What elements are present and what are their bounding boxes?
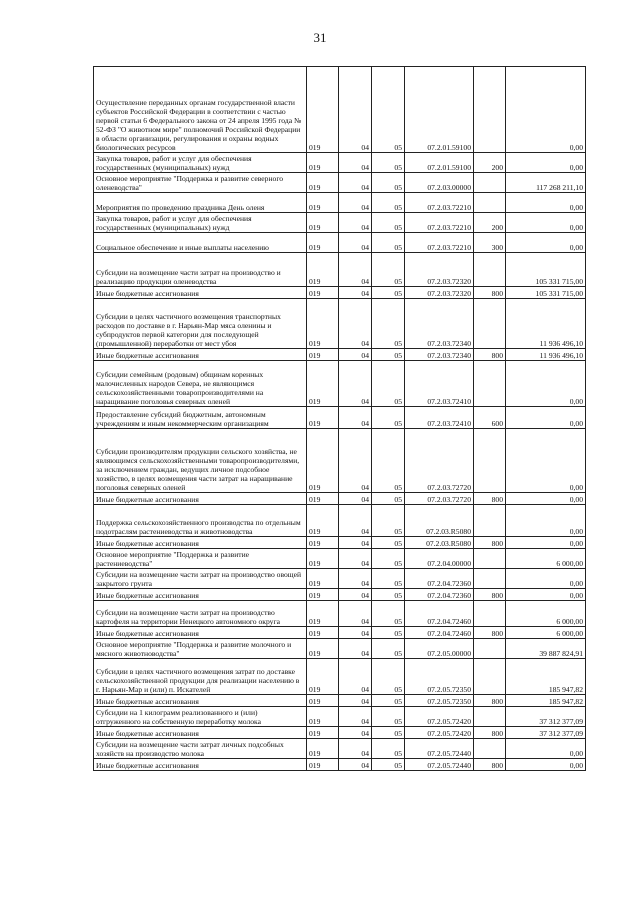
table-row — [94, 589, 586, 601]
row-name-cell: Субсидии на 1 килограмм реализованного и (или) отгруженного на собственную переработку молока — [94, 707, 307, 727]
row-target-article-cell: 07.2.03.72720 — [405, 493, 474, 505]
row-admin-code-cell: 019 — [307, 759, 339, 771]
row-section-cell: 04 — [339, 695, 372, 707]
row-admin-code-cell: 019 — [307, 67, 339, 153]
row-admin-code-cell: 019 — [307, 493, 339, 505]
row-expense-type-cell — [474, 639, 506, 659]
row-subsection-cell: 05 — [372, 589, 405, 601]
row-name-cell: Иные бюджетные ассигнования — [94, 695, 307, 707]
table-row — [94, 193, 586, 213]
row-section-cell: 04 — [339, 173, 372, 193]
table-row — [94, 505, 586, 537]
row-section-cell: 04 — [339, 193, 372, 213]
row-expense-type-cell — [474, 601, 506, 627]
row-target-article-cell: 07.2.03.72720 — [405, 429, 474, 493]
row-subsection-cell: 05 — [372, 639, 405, 659]
row-target-article-cell: 07.2.03.72410 — [405, 361, 474, 407]
row-section-cell: 04 — [339, 67, 372, 153]
row-target-article-cell: 07.2.03.72410 — [405, 407, 474, 429]
row-amount-cell: 6 000,00 — [506, 601, 586, 627]
row-subsection-cell: 05 — [372, 429, 405, 493]
row-section-cell: 04 — [339, 759, 372, 771]
row-target-article-cell: 07.2.01.59100 — [405, 153, 474, 173]
row-section-cell: 04 — [339, 537, 372, 549]
row-name-cell: Субсидии в целях частичного возмещения транспортных расходов по доставке в г. Нарьян-Мар мяса оленины и субпродуктов первой категории для последующей (промышленной) переработки от мест убоя — [94, 299, 307, 349]
row-name-cell: Основное мероприятие "Поддержка и развитие растениеводства" — [94, 549, 307, 569]
row-amount-cell: 37 312 377,09 — [506, 707, 586, 727]
table-row — [94, 213, 586, 233]
table-row — [94, 233, 586, 253]
row-target-article-cell: 07.2.05.72350 — [405, 659, 474, 695]
row-name-cell: Мероприятия по проведению праздника День оленя — [94, 193, 307, 213]
row-amount-cell: 0,00 — [506, 759, 586, 771]
row-admin-code-cell: 019 — [307, 429, 339, 493]
row-admin-code-cell: 019 — [307, 695, 339, 707]
table-row — [94, 549, 586, 569]
row-expense-type-cell: 800 — [474, 627, 506, 639]
table-row — [94, 659, 586, 695]
row-amount-cell: 185 947,82 — [506, 659, 586, 695]
table-row — [94, 407, 586, 429]
row-expense-type-cell — [474, 299, 506, 349]
row-subsection-cell: 05 — [372, 173, 405, 193]
row-admin-code-cell: 019 — [307, 349, 339, 361]
row-expense-type-cell — [474, 549, 506, 569]
row-target-article-cell: 07.2.03.00000 — [405, 173, 474, 193]
row-target-article-cell: 07.2.04.72460 — [405, 601, 474, 627]
row-expense-type-cell: 300 — [474, 233, 506, 253]
row-admin-code-cell: 019 — [307, 299, 339, 349]
row-expense-type-cell: 800 — [474, 537, 506, 549]
row-amount-cell: 6 000,00 — [506, 549, 586, 569]
row-section-cell: 04 — [339, 601, 372, 627]
row-expense-type-cell: 800 — [474, 695, 506, 707]
row-subsection-cell: 05 — [372, 349, 405, 361]
row-section-cell: 04 — [339, 659, 372, 695]
row-section-cell: 04 — [339, 493, 372, 505]
row-name-cell: Основное мероприятие "Поддержка и развитие молочного и мясного животноводства" — [94, 639, 307, 659]
row-target-article-cell: 07.2.03.R5080 — [405, 505, 474, 537]
row-subsection-cell: 05 — [372, 569, 405, 589]
row-name-cell: Субсидии на возмещение части затрат на производство и реализацию продукции оленеводства — [94, 253, 307, 287]
row-name-cell: Осуществление переданных органам государственной власти субъектов Российской Федерации в соответствии с частью первой статьи 6 Федерального закона от 24 апреля 1995 года № 52-ФЗ "О животном мире" полномочий Российской Федерации в области организации, регулирования и охраны водных биологических ресурсов — [94, 67, 307, 153]
row-admin-code-cell: 019 — [307, 361, 339, 407]
row-name-cell: Предоставление субсидий бюджетным, автономным учреждениям и иным некоммерческим организациям — [94, 407, 307, 429]
row-expense-type-cell: 800 — [474, 349, 506, 361]
row-amount-cell: 11 936 496,10 — [506, 299, 586, 349]
row-admin-code-cell: 019 — [307, 639, 339, 659]
row-section-cell: 04 — [339, 569, 372, 589]
table-row — [94, 153, 586, 173]
row-section-cell: 04 — [339, 349, 372, 361]
table-row — [94, 627, 586, 639]
row-target-article-cell: 07.2.04.00000 — [405, 549, 474, 569]
budget-table — [93, 66, 586, 771]
row-expense-type-cell: 800 — [474, 727, 506, 739]
row-section-cell: 04 — [339, 707, 372, 727]
row-expense-type-cell: 800 — [474, 589, 506, 601]
table-row — [94, 707, 586, 727]
row-name-cell: Иные бюджетные ассигнования — [94, 627, 307, 639]
row-target-article-cell: 07.2.05.72350 — [405, 695, 474, 707]
table-row — [94, 639, 586, 659]
row-subsection-cell: 05 — [372, 707, 405, 727]
row-section-cell: 04 — [339, 739, 372, 759]
row-amount-cell: 0,00 — [506, 537, 586, 549]
row-name-cell: Иные бюджетные ассигнования — [94, 349, 307, 361]
row-expense-type-cell — [474, 67, 506, 153]
row-admin-code-cell: 019 — [307, 173, 339, 193]
row-target-article-cell: 07.2.05.72420 — [405, 707, 474, 727]
row-subsection-cell: 05 — [372, 493, 405, 505]
row-subsection-cell: 05 — [372, 627, 405, 639]
row-target-article-cell: 07.2.01.59100 — [405, 67, 474, 153]
row-subsection-cell: 05 — [372, 361, 405, 407]
row-name-cell: Иные бюджетные ассигнования — [94, 287, 307, 299]
table-row — [94, 67, 586, 153]
row-target-article-cell: 07.2.03.72210 — [405, 233, 474, 253]
row-target-article-cell: 07.2.05.72440 — [405, 739, 474, 759]
row-name-cell: Субсидии в целях частичного возмещения затрат по доставке сельскохозяйственной продукции для реализации населению в г. Нарьян-Мар и (или) п. Искателей — [94, 659, 307, 695]
row-expense-type-cell — [474, 253, 506, 287]
table-row — [94, 361, 586, 407]
budget-table-body — [94, 67, 586, 771]
row-amount-cell: 0,00 — [506, 233, 586, 253]
row-amount-cell: 11 936 496,10 — [506, 349, 586, 361]
row-admin-code-cell: 019 — [307, 193, 339, 213]
row-target-article-cell: 07.2.04.72360 — [405, 589, 474, 601]
row-subsection-cell: 05 — [372, 549, 405, 569]
table-row — [94, 569, 586, 589]
row-amount-cell: 6 000,00 — [506, 627, 586, 639]
row-section-cell: 04 — [339, 299, 372, 349]
row-section-cell: 04 — [339, 589, 372, 601]
row-expense-type-cell — [474, 739, 506, 759]
row-expense-type-cell — [474, 193, 506, 213]
row-amount-cell: 39 887 824,91 — [506, 639, 586, 659]
row-section-cell: 04 — [339, 253, 372, 287]
row-admin-code-cell: 019 — [307, 659, 339, 695]
row-target-article-cell: 07.2.04.72360 — [405, 569, 474, 589]
table-row — [94, 493, 586, 505]
row-subsection-cell: 05 — [372, 253, 405, 287]
row-admin-code-cell: 019 — [307, 739, 339, 759]
row-subsection-cell: 05 — [372, 407, 405, 429]
row-amount-cell: 117 268 211,10 — [506, 173, 586, 193]
row-subsection-cell: 05 — [372, 759, 405, 771]
table-row — [94, 429, 586, 493]
table-row — [94, 727, 586, 739]
row-subsection-cell: 05 — [372, 695, 405, 707]
row-name-cell: Субсидии на возмещение части затрат на производство картофеля на территории Ненецкого автономного округа — [94, 601, 307, 627]
row-expense-type-cell: 800 — [474, 287, 506, 299]
row-section-cell: 04 — [339, 549, 372, 569]
row-expense-type-cell: 600 — [474, 407, 506, 429]
row-subsection-cell: 05 — [372, 287, 405, 299]
row-admin-code-cell: 019 — [307, 505, 339, 537]
row-section-cell: 04 — [339, 153, 372, 173]
row-name-cell: Субсидии на возмещение части затрат личных подсобных хозяйств на производство молока — [94, 739, 307, 759]
row-expense-type-cell — [474, 361, 506, 407]
row-name-cell: Социальное обеспечение и иные выплаты населению — [94, 233, 307, 253]
row-amount-cell: 0,00 — [506, 213, 586, 233]
row-expense-type-cell — [474, 173, 506, 193]
row-amount-cell: 0,00 — [506, 739, 586, 759]
row-admin-code-cell: 019 — [307, 589, 339, 601]
row-expense-type-cell — [474, 659, 506, 695]
row-admin-code-cell: 019 — [307, 213, 339, 233]
row-target-article-cell: 07.2.03.72210 — [405, 193, 474, 213]
row-admin-code-cell: 019 — [307, 287, 339, 299]
row-amount-cell: 0,00 — [506, 361, 586, 407]
row-admin-code-cell: 019 — [307, 407, 339, 429]
row-amount-cell: 0,00 — [506, 569, 586, 589]
row-subsection-cell: 05 — [372, 213, 405, 233]
row-section-cell: 04 — [339, 429, 372, 493]
row-target-article-cell: 07.2.03.72320 — [405, 253, 474, 287]
table-row — [94, 537, 586, 549]
row-subsection-cell: 05 — [372, 299, 405, 349]
table-row — [94, 287, 586, 299]
row-amount-cell: 0,00 — [506, 407, 586, 429]
row-target-article-cell: 07.2.03.72340 — [405, 349, 474, 361]
row-subsection-cell: 05 — [372, 193, 405, 213]
table-row — [94, 695, 586, 707]
row-amount-cell: 105 331 715,00 — [506, 287, 586, 299]
row-amount-cell: 105 331 715,00 — [506, 253, 586, 287]
table-row — [94, 173, 586, 193]
row-admin-code-cell: 019 — [307, 153, 339, 173]
row-subsection-cell: 05 — [372, 67, 405, 153]
row-expense-type-cell — [474, 429, 506, 493]
row-name-cell: Субсидии семейным (родовым) общинам коренных малочисленных народов Севера, не являющимся сельскохозяйственными товаропроизводителями на наращивание поголовья северных оленей — [94, 361, 307, 407]
row-subsection-cell: 05 — [372, 727, 405, 739]
row-target-article-cell: 07.2.05.72440 — [405, 759, 474, 771]
row-section-cell: 04 — [339, 627, 372, 639]
row-expense-type-cell — [474, 569, 506, 589]
row-target-article-cell: 07.2.03.72320 — [405, 287, 474, 299]
row-admin-code-cell: 019 — [307, 537, 339, 549]
row-amount-cell: 37 312 377,09 — [506, 727, 586, 739]
page-number: 31 — [313, 30, 327, 45]
row-amount-cell: 0,00 — [506, 193, 586, 213]
row-name-cell: Основное мероприятие "Поддержка и развитие северного оленеводства" — [94, 173, 307, 193]
row-subsection-cell: 05 — [372, 505, 405, 537]
row-expense-type-cell — [474, 707, 506, 727]
row-name-cell: Поддержка сельскохозяйственного производства по отдельным подотраслям растениеводства и животноводства — [94, 505, 307, 537]
row-target-article-cell: 07.2.03.72210 — [405, 213, 474, 233]
row-amount-cell: 0,00 — [506, 493, 586, 505]
row-expense-type-cell — [474, 505, 506, 537]
row-admin-code-cell: 019 — [307, 569, 339, 589]
row-target-article-cell: 07.2.05.72420 — [405, 727, 474, 739]
row-expense-type-cell: 200 — [474, 213, 506, 233]
table-row — [94, 299, 586, 349]
row-target-article-cell: 07.2.05.00000 — [405, 639, 474, 659]
row-expense-type-cell: 800 — [474, 493, 506, 505]
row-name-cell: Иные бюджетные ассигнования — [94, 493, 307, 505]
row-amount-cell: 0,00 — [506, 505, 586, 537]
row-amount-cell: 0,00 — [506, 429, 586, 493]
row-subsection-cell: 05 — [372, 739, 405, 759]
row-section-cell: 04 — [339, 213, 372, 233]
row-name-cell: Субсидии производителям продукции сельского хозяйства, не являющимся сельскохозяйственными товаропроизводителями, за исключением граждан, ведущих личное подсобное хозяйство, в целях возмещения части затрат на наращивание поголовья северных оленей — [94, 429, 307, 493]
row-name-cell: Иные бюджетные ассигнования — [94, 589, 307, 601]
row-name-cell: Закупка товаров, работ и услуг для обеспечения государственных (муниципальных) нужд — [94, 153, 307, 173]
row-section-cell: 04 — [339, 361, 372, 407]
row-name-cell: Иные бюджетные ассигнования — [94, 727, 307, 739]
row-subsection-cell: 05 — [372, 537, 405, 549]
row-name-cell: Иные бюджетные ассигнования — [94, 759, 307, 771]
table-row — [94, 253, 586, 287]
row-amount-cell: 185 947,82 — [506, 695, 586, 707]
table-row — [94, 349, 586, 361]
row-section-cell: 04 — [339, 407, 372, 429]
table-row — [94, 739, 586, 759]
row-name-cell: Иные бюджетные ассигнования — [94, 537, 307, 549]
row-subsection-cell: 05 — [372, 601, 405, 627]
row-section-cell: 04 — [339, 639, 372, 659]
row-target-article-cell: 07.2.04.72460 — [405, 627, 474, 639]
row-amount-cell: 0,00 — [506, 67, 586, 153]
row-amount-cell: 0,00 — [506, 589, 586, 601]
table-row — [94, 759, 586, 771]
row-expense-type-cell: 200 — [474, 153, 506, 173]
row-subsection-cell: 05 — [372, 233, 405, 253]
row-amount-cell: 0,00 — [506, 153, 586, 173]
row-admin-code-cell: 019 — [307, 253, 339, 287]
row-admin-code-cell: 019 — [307, 627, 339, 639]
row-name-cell: Закупка товаров, работ и услуг для обеспечения государственных (муниципальных) нужд — [94, 213, 307, 233]
row-expense-type-cell: 800 — [474, 759, 506, 771]
row-name-cell: Субсидии на возмещение части затрат на производство овощей закрытого грунта — [94, 569, 307, 589]
row-admin-code-cell: 019 — [307, 549, 339, 569]
row-target-article-cell: 07.2.03.R5080 — [405, 537, 474, 549]
row-admin-code-cell: 019 — [307, 707, 339, 727]
row-target-article-cell: 07.2.03.72340 — [405, 299, 474, 349]
row-section-cell: 04 — [339, 233, 372, 253]
row-subsection-cell: 05 — [372, 153, 405, 173]
table-row — [94, 601, 586, 627]
row-section-cell: 04 — [339, 727, 372, 739]
row-section-cell: 04 — [339, 287, 372, 299]
row-admin-code-cell: 019 — [307, 727, 339, 739]
row-admin-code-cell: 019 — [307, 233, 339, 253]
row-admin-code-cell: 019 — [307, 601, 339, 627]
row-section-cell: 04 — [339, 505, 372, 537]
row-subsection-cell: 05 — [372, 659, 405, 695]
